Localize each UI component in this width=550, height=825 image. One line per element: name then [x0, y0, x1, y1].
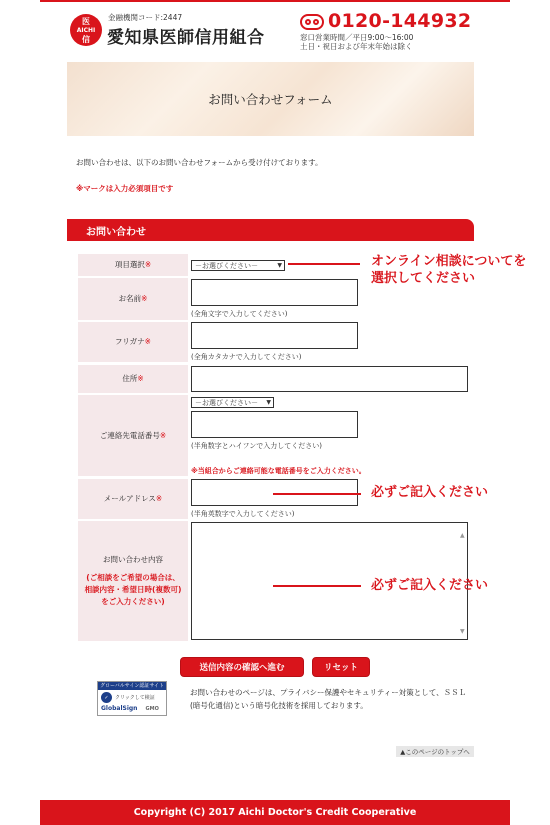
name-input[interactable]	[191, 279, 358, 306]
address-input[interactable]	[191, 366, 468, 392]
phone-hint: (半角数字とハイフンで入力してください)	[191, 442, 322, 450]
ssl-notice: お問い合わせのページは、プライバシー保護やセキュリティー対策として、ＳＳＬ(暗号化通信)という暗号化技術を採用しております。	[190, 688, 467, 710]
email-hint: (半角英数字で入力してください)	[191, 510, 295, 518]
annotation-category-line2: 選択してください	[371, 271, 476, 286]
footer-copyright: Copyright (C) 2017 Aichi Doctor's Credit Cooperative	[40, 800, 510, 825]
name-hint: (全角文字で入力してください)	[191, 310, 288, 318]
category-label	[78, 254, 188, 276]
inquiry-label	[78, 521, 188, 641]
phone-type-select[interactable]	[191, 397, 274, 408]
category-select-value: －お選びください－	[195, 261, 258, 270]
institution-code: 金融機関コード:2447	[108, 13, 183, 22]
phone-number: 0120-144932	[328, 10, 472, 32]
phone-type-select-value: －お選びください－	[195, 398, 258, 407]
kana-label-text: フリガナ	[115, 337, 145, 346]
business-hours: 窓口営業時間／平日9:00～16:00	[300, 33, 414, 42]
freedial-icon	[300, 14, 324, 30]
annotation-line	[273, 493, 361, 495]
email-label-text: メールアドレス	[103, 494, 156, 503]
required-mark: ※	[144, 260, 152, 269]
required-mark: ※	[144, 337, 151, 346]
annotation-line	[273, 585, 361, 587]
category-label-text: 項目選択	[114, 260, 145, 269]
page-banner	[67, 62, 474, 136]
institution-name[interactable]: 愛知県医師信用組合	[107, 28, 265, 48]
inquiry-sub-3: をご入力ください)	[101, 597, 165, 606]
globalsign-title: グローバルサイン認証サイト	[99, 683, 165, 689]
phone-input[interactable]	[191, 411, 358, 438]
page-title: お問い合わせフォーム	[208, 92, 333, 107]
top-rule	[40, 0, 510, 2]
intro-text: お問い合わせは、以下のお問い合わせフォームから受け付けております。	[76, 158, 323, 167]
page-top-link[interactable]: ▲このページのトップへ	[396, 746, 474, 757]
address-label	[78, 365, 188, 393]
seal-icon: ✓	[101, 692, 112, 703]
phone-note: ※当組合からご連絡可能な電話番号をご入力ください。	[191, 467, 366, 475]
inquiry-sub-1: (ご相談をご希望の場合は、	[86, 573, 180, 582]
required-mark: ※	[137, 374, 144, 383]
kana-input[interactable]	[191, 322, 358, 349]
reset-button[interactable]: リセット	[312, 657, 370, 677]
scroll-down-icon[interactable]: ▼	[460, 628, 465, 635]
kana-hint: (全角カタカナで入力してください)	[191, 353, 302, 361]
globalsign-verify-text: クリックして検証	[115, 695, 155, 701]
logo-char-middle: AICHI	[76, 26, 96, 34]
annotation-inquiry: 必ずご記入ください	[371, 578, 489, 593]
name-label-text: お名前	[118, 294, 142, 303]
globalsign-seal[interactable]	[97, 681, 167, 716]
email-label	[78, 479, 188, 519]
inquiry-label-text: お問い合わせ内容	[103, 555, 163, 564]
confirm-button[interactable]: 送信内容の確認へ進む	[180, 657, 304, 677]
category-select[interactable]	[191, 260, 285, 271]
annotation-line	[288, 263, 360, 265]
required-mark: ※	[159, 430, 167, 440]
globalsign-brand	[98, 705, 166, 712]
holiday-note: 土日・祝日および年末年始は除く	[300, 42, 413, 51]
logo-char-bottom: 信	[82, 34, 90, 44]
section-title: お問い合わせ	[86, 227, 146, 238]
required-mark: ※	[141, 294, 148, 303]
name-label	[78, 278, 188, 320]
scroll-up-icon[interactable]: ▲	[460, 532, 465, 539]
globalsign-brand-text: GlobalSign	[101, 705, 138, 712]
annotation-category-line1: オンライン相談についてを	[371, 254, 527, 269]
kana-label	[78, 322, 188, 362]
address-label-text: 住所	[122, 374, 138, 383]
phone-label	[78, 395, 188, 476]
phone-label-text: ご連絡先電話番号	[99, 430, 160, 440]
logo-icon[interactable]	[70, 14, 102, 46]
globalsign-verify	[98, 690, 166, 705]
chevron-down-icon: ▼	[266, 399, 271, 406]
globalsign-maker: GMO	[145, 706, 159, 712]
chevron-down-icon: ▼	[277, 262, 282, 269]
annotation-category	[371, 253, 526, 287]
required-mark: ※	[155, 494, 163, 503]
logo-char-top: 医	[82, 16, 90, 26]
inquiry-sub-2: 相談内容・希望日時(複数可)	[84, 585, 182, 594]
annotation-email: 必ずご記入ください	[371, 485, 489, 500]
required-note: ※マークは入力必須項目です	[76, 184, 174, 193]
